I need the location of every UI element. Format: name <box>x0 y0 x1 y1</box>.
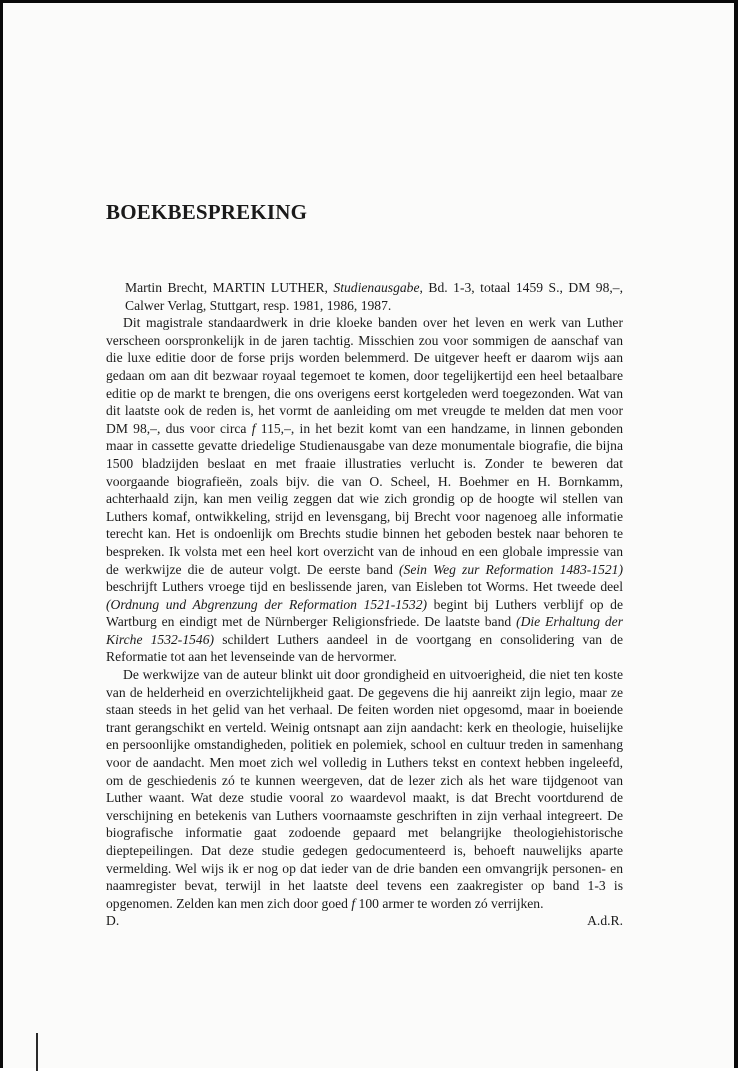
volume-1-title: (Sein Weg zur Reformation 1483-1521) <box>399 561 623 577</box>
scan-edge-line <box>36 1033 38 1071</box>
currency-symbol: f <box>251 420 256 436</box>
paragraph-text: begint bij Luthers verblijf op de Wartburg en eindigt met de Nürnberger Religionsfriede. De laatste band <box>106 596 623 630</box>
signature-row <box>106 912 623 930</box>
currency-symbol: f <box>351 895 356 911</box>
citation-series: Studienausgabe <box>333 280 420 295</box>
paragraph-text: Dit magistrale standaardwerk in drie kloeke banden over het leven en werk van Luther verscheen oorspronkelijk in de jaren tachtig. Misschien zou voor sommigen de aanschaf van die luxe editie door de forse prijs worden belemmerd. De uitgever heeft er daarom wijs aan gedaan om aan dit bezwaar royaal tegemoet te komen, door tegelijkertijd een heel betaalbare editie op de markt te brengen, die ons overigens eerst kortgeleden werd toegezonden. Wat van dit laatste ook de reden is, het vormt de aanleiding om met vreugde te melden dat men voor DM 98,–, dus voor circa <box>106 315 623 436</box>
paragraph-text: 115,–, in het bezit komt van een handzame, in linnen gebonden maar in cassette gevatte driedelige Studienausgabe van deze monumentale biografie, die bijna 1500 bladzijden beslaat en met fraaie illustraties verlucht is. Zonder te beweren dat voorgaande biografieën, zoals bijv. die van O. Scheel, H. Boehmer en H. Bornkamm, achterhaald zijn, kan men veilig zeggen dat wie zich grondig op de hoogte wil stellen van Luthers komaf, ontwikkeling, strijd en levensgang, bij Brecht voor nagenoeg alle informatie terecht kan. Het is ondoenlijk om Brechts studie binnen het geboden bestek naar behoren te bespreken. Ik volsta met een heel kort overzicht van de inhoud en een globale impressie van de werkwijze die de auteur volgt. De eerste band <box>106 420 624 577</box>
page-title: BOEKBESPREKING <box>106 200 308 224</box>
paragraph-text: 100 armer te worden zó verrijken. <box>355 895 544 911</box>
volume-2-title: (Ordnung und Abgrenzung der Reformation 1521-1532) <box>106 596 428 612</box>
article-body <box>106 279 623 930</box>
citation-prefix: Martin Brecht, MARTIN LUTHER, <box>125 280 334 295</box>
review-paragraph-2 <box>106 666 623 912</box>
paragraph-text: schildert Luthers aandeel in de voortgang en consolidering van de Reformatie tot aan het levenseinde van de hervormer. <box>106 631 623 665</box>
paragraph-text: beschrijft Luthers vroege tijd en beslissende jaren, van Eisleben tot Worms. Het tweede deel <box>106 579 623 595</box>
paragraph-text: De werkwijze van de auteur blinkt uit door grondigheid en uitvoerigheid, die niet ten koste van de helderheid en overzichtelijkheid gaat. De gegevens die hij aanreikt zijn legio, maar ze staan steeds in het gelid van het verhaal. De feiten worden niet opgesomd, maar in boeiende trant gerangschikt en verteld. Weinig ontsnapt aan zijn aandacht: kerk en theologie, huiselijke en persoonlijke omstandigheden, politiek en polemiek, school en cultuur treden in samenhang voor de aandacht. Men moet zich wel volledig in Luthers tekst en context hebben ingeleefd, om de geschiedenis zó te kunnen weergeven, dat de lezer zich als het ware tijdgenoot van Luther waant. Wat deze studie vooral zo waardevol maakt, is dat Brecht voortdurend de verschijning en betekenis van Luthers voornaamste geschriften in zijn verhaal integreert. De biografische informatie gaat zodoende gepaard met belangrijke theologiehistorische dieptepeilingen. Dat deze studie gedegen gedocumenteerd is, behoeft nauwelijks aparte vermelding. Wel wijs ik er nog op dat ieder van de drie banden een omvangrijk personen- en naamregister bevat, terwijl in het laatste deel tevens een zaakregister op band 1-3 is opgenomen. Zelden kan men zich door goed <box>106 667 623 911</box>
book-citation <box>106 279 623 314</box>
signature-author: A.d.R. <box>587 913 623 929</box>
volume-3-title: (Die Erhaltung der Kirche 1532-1546) <box>106 614 624 647</box>
review-paragraph-1 <box>106 314 623 666</box>
signature-left: D. <box>106 913 120 929</box>
citation-rest: , Bd. 1-3, totaal 1459 S., DM 98,–, Calwer Verlag, Stuttgart, resp. 1981, 1986, 1987. <box>125 280 623 313</box>
